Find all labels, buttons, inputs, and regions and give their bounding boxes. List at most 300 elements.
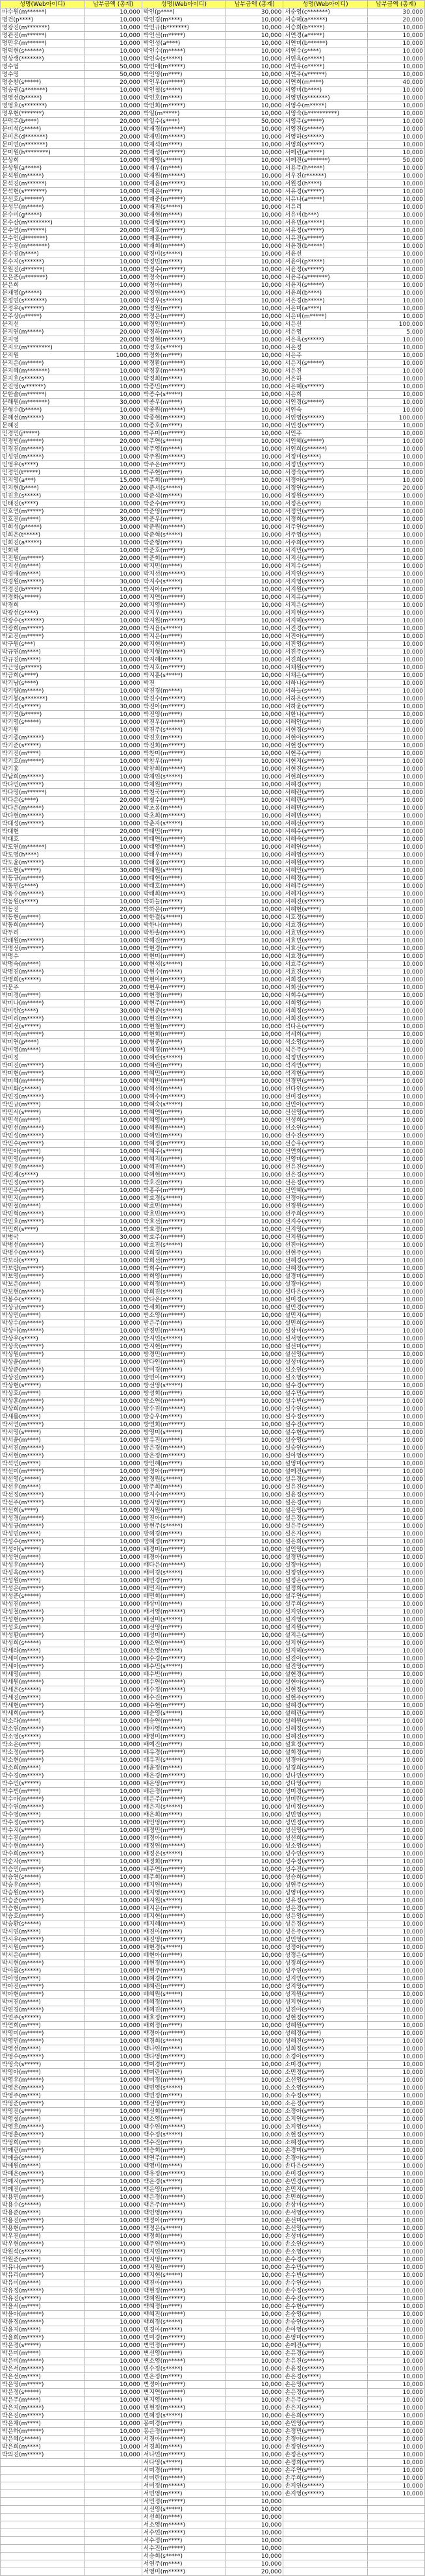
donation-amount: 10,000 bbox=[84, 2194, 142, 2201]
donation-amount: 10,000 bbox=[226, 2147, 283, 2155]
table-row bbox=[1, 586, 425, 594]
donor-name: 성혜진(s*****) bbox=[283, 2038, 368, 2045]
donor-name: 박용민(m*****) bbox=[1, 2194, 85, 2201]
table-row bbox=[1, 1460, 425, 1468]
donor-name: 설수정(s*****) bbox=[283, 1413, 368, 1421]
donation-amount: 10,000 bbox=[226, 890, 283, 898]
donor-name: 박도윤(m*****) bbox=[1, 859, 85, 867]
donation-amount: 10,000 bbox=[226, 1390, 283, 1398]
donation-amount: 10,000 bbox=[84, 992, 142, 1000]
donor-name: 박원석(s*****) bbox=[1, 2248, 85, 2256]
donation-amount: 10,000 bbox=[367, 1772, 424, 1780]
table-row bbox=[1, 602, 425, 609]
donation-amount: 10,000 bbox=[226, 477, 283, 485]
donation-amount: 10,000 bbox=[226, 71, 283, 79]
donor-name: 서연미(b******) bbox=[283, 40, 368, 47]
table-row bbox=[1, 1156, 425, 1163]
donor-name: 서지영(s*****) bbox=[283, 578, 368, 586]
table-row bbox=[1, 1281, 425, 1288]
table-row bbox=[1, 594, 425, 602]
donor-name: 박정하(m****) bbox=[142, 328, 226, 336]
donor-name: 서민영(m****) bbox=[142, 2490, 226, 2498]
donation-amount: 10,000 bbox=[226, 2318, 283, 2326]
donation-amount: 10,000 bbox=[226, 2233, 283, 2240]
donor-name: 문미은(d*******) bbox=[1, 133, 85, 141]
donor-name: 박근영(p*****) bbox=[1, 664, 85, 672]
donor-name: 서현지(s*****) bbox=[283, 758, 368, 765]
donation-amount: 15,000 bbox=[84, 477, 142, 485]
donation-amount: 10,000 bbox=[84, 1405, 142, 1413]
donor-name: 설지원(s****) bbox=[283, 1624, 368, 1632]
donor-name: 서나연(m*****) bbox=[142, 2451, 226, 2459]
donation-amount: 10,000 bbox=[226, 2326, 283, 2334]
donor-name: 서주희(s*****) bbox=[283, 539, 368, 547]
table-row bbox=[1, 422, 425, 430]
donor-name: 명만우(m******) bbox=[1, 40, 85, 47]
donor-name: 박정숙(m*****) bbox=[142, 274, 226, 282]
donation-amount: 10,000 bbox=[226, 797, 283, 804]
donation-amount: 10,000 bbox=[226, 2178, 283, 2186]
donor-name: 박태연(m*****) bbox=[142, 836, 226, 843]
donation-amount: 10,000 bbox=[226, 1780, 283, 1788]
donor-name: 성은영(s*****) bbox=[283, 1913, 368, 1920]
table-row bbox=[1, 828, 425, 836]
table-row bbox=[1, 1944, 425, 1952]
donation-amount: 10,000 bbox=[367, 282, 424, 289]
donation-amount: 10,000 bbox=[367, 336, 424, 344]
table-row bbox=[1, 1530, 425, 1538]
donor-name: 박혜경(m*****) bbox=[142, 1046, 226, 1054]
donor-name: 방승우(m****) bbox=[142, 1413, 226, 1421]
donation-amount: 10,000 bbox=[84, 758, 142, 765]
donation-amount: 10,000 bbox=[367, 2100, 424, 2108]
donation-amount: 10,000 bbox=[226, 1530, 283, 1538]
donor-name: 박다영(m******) bbox=[1, 789, 85, 797]
donor-name: 박혜민(m*****) bbox=[142, 1070, 226, 1078]
donation-amount: 10,000 bbox=[226, 531, 283, 539]
donor-name: 문수미(g*****) bbox=[1, 211, 85, 219]
table-row bbox=[1, 2092, 425, 2100]
donation-amount: 20,000 bbox=[226, 2568, 283, 2576]
donation-amount: 10,000 bbox=[367, 2022, 424, 2030]
donation-amount: 30,000 bbox=[226, 8, 283, 16]
donation-amount: 10,000 bbox=[84, 266, 142, 274]
table-row bbox=[1, 633, 425, 641]
donor-name: 박정아(m****) bbox=[142, 282, 226, 289]
donor-name bbox=[1, 2537, 85, 2545]
table-row bbox=[1, 1398, 425, 1405]
donation-amount: 10,000 bbox=[226, 586, 283, 594]
donation-amount bbox=[84, 2545, 142, 2553]
donation-amount: 10,000 bbox=[84, 2030, 142, 2038]
donor-name: 박준호(m*****) bbox=[142, 547, 226, 555]
donor-name: 박상현(s*****) bbox=[1, 1382, 85, 1390]
donor-name: 문지원 bbox=[1, 352, 85, 360]
donor-name: 박영민(m*****) bbox=[1, 2038, 85, 2045]
donation-amount: 10,000 bbox=[84, 383, 142, 391]
donor-name: 박현우(m*****) bbox=[142, 984, 226, 992]
donation-amount: 10,000 bbox=[367, 1546, 424, 1554]
donation-amount: 10,000 bbox=[84, 2248, 142, 2256]
donor-name: 박영주(m****) bbox=[1, 2092, 85, 2100]
donation-amount: 10,000 bbox=[226, 1226, 283, 1234]
donor-name: 박규연(m****) bbox=[1, 648, 85, 656]
donor-name: 배영미(m*****) bbox=[142, 1733, 226, 1741]
donation-amount: 10,000 bbox=[367, 2069, 424, 2077]
donor-name: 배선영(m****) bbox=[142, 1624, 226, 1632]
donation-amount: 10,000 bbox=[367, 2045, 424, 2053]
donation-amount: 10,000 bbox=[84, 2139, 142, 2147]
donation-amount: 10,000 bbox=[84, 1444, 142, 1452]
table-row bbox=[1, 399, 425, 406]
donor-name: 설민희(s*****) bbox=[283, 1320, 368, 1327]
donation-amount: 10,000 bbox=[226, 1421, 283, 1429]
table-row bbox=[1, 55, 425, 63]
donation-amount: 10,000 bbox=[367, 40, 424, 47]
donor-name: 박민서(s*****) bbox=[1, 1109, 85, 1117]
donor-name: 박태웅(m*****) bbox=[142, 859, 226, 867]
donation-amount: 10,000 bbox=[367, 2397, 424, 2404]
donor-name: 서인혜(s*****) bbox=[283, 438, 368, 445]
donation-amount: 10,000 bbox=[226, 1265, 283, 1273]
donor-name: 손소연(s*****) bbox=[283, 2240, 368, 2248]
donor-name: 박지우(m****) bbox=[142, 609, 226, 617]
donation-amount: 10,000 bbox=[367, 86, 424, 94]
donation-amount: 10,000 bbox=[84, 968, 142, 976]
donor-name: 성경희(s*****) bbox=[283, 1764, 368, 1772]
donation-amount: 10,000 bbox=[226, 859, 283, 867]
donor-name: 서정은(s****) bbox=[283, 500, 368, 508]
donor-name: 박상준(m*****) bbox=[1, 1366, 85, 1374]
donation-amount: 10,000 bbox=[367, 789, 424, 797]
donation-amount: 10,000 bbox=[84, 1640, 142, 1647]
table-row bbox=[1, 8, 425, 16]
donor-name: 박승민(m*****) bbox=[1, 1866, 85, 1874]
donor-name: 박한결(s*****) bbox=[142, 914, 226, 922]
donation-amount: 10,000 bbox=[84, 1413, 142, 1421]
table-row bbox=[1, 352, 425, 360]
donation-amount: 10,000 bbox=[84, 1491, 142, 1499]
donor-name: 박세원(m*****) bbox=[1, 1679, 85, 1686]
donor-name: 배윤정(m****) bbox=[142, 1764, 226, 1772]
donation-amount: 10,000 bbox=[367, 843, 424, 851]
donor-name: 손순영(s****) bbox=[283, 2311, 368, 2318]
donation-amount: 10,000 bbox=[367, 890, 424, 898]
donor-name: 서효선(s*****) bbox=[283, 945, 368, 953]
header-row bbox=[1, 1, 425, 8]
donation-amount: 10,000 bbox=[226, 133, 283, 141]
donor-name: 서은희 bbox=[283, 391, 368, 399]
table-row bbox=[1, 2373, 425, 2381]
donor-name: 백지영(m****) bbox=[142, 2256, 226, 2264]
donor-name: 방진아(m*****) bbox=[142, 1515, 226, 1522]
donor-name: 명상생(*******) bbox=[1, 55, 85, 63]
donation-amount: 10,000 bbox=[367, 110, 424, 118]
donor-name: 백승희(m*****) bbox=[142, 2147, 226, 2155]
table-row bbox=[1, 258, 425, 266]
table-row bbox=[1, 1733, 425, 1741]
table-row bbox=[1, 1842, 425, 1850]
donation-amount: 10,000 bbox=[226, 2061, 283, 2069]
donor-name: 배진영(m*****) bbox=[142, 1936, 226, 1944]
donor-name: 박민정(m*****) bbox=[1, 1179, 85, 1187]
table-row bbox=[1, 2233, 425, 2240]
donation-amount bbox=[367, 2514, 424, 2521]
table-row bbox=[1, 742, 425, 750]
donation-amount: 10,000 bbox=[367, 445, 424, 453]
table-row bbox=[1, 1796, 425, 1803]
table-row bbox=[1, 1062, 425, 1070]
donation-amount bbox=[84, 2529, 142, 2537]
donor-name: 박희수(m*****) bbox=[142, 1265, 226, 1273]
donor-name: 박인애(m*****) bbox=[142, 63, 226, 71]
donation-amount: 10,000 bbox=[367, 1803, 424, 1811]
table-row bbox=[1, 1967, 425, 1975]
table-row bbox=[1, 1835, 425, 1842]
donor-name: 박선우(m****) bbox=[1, 1483, 85, 1491]
donation-amount: 10,000 bbox=[84, 406, 142, 414]
donor-name: 박예진(m****) bbox=[1, 2186, 85, 2194]
donation-amount: 10,000 bbox=[226, 2186, 283, 2194]
donor-name: 손수진(s*****) bbox=[283, 2295, 368, 2303]
donation-amount: 10,000 bbox=[367, 2334, 424, 2342]
donation-amount: 10,000 bbox=[226, 453, 283, 461]
donor-name: 문선호(s******) bbox=[1, 196, 85, 204]
donation-amount: 10,000 bbox=[84, 235, 142, 243]
header-name-col-1: 성명(Web아이디) bbox=[1, 1, 85, 8]
donation-amount: 10,000 bbox=[226, 1897, 283, 1905]
donation-amount: 10,000 bbox=[84, 1390, 142, 1398]
donor-name: 성정아(s*****) bbox=[283, 1944, 368, 1952]
donation-amount: 10,000 bbox=[84, 1304, 142, 1312]
donor-name: 백소영(m****) bbox=[142, 2116, 226, 2123]
donor-name: 민경민(j*****) bbox=[1, 430, 85, 438]
donation-amount: 10,000 bbox=[84, 680, 142, 687]
donation-amount: 10,000 bbox=[226, 492, 283, 500]
donation-amount: 10,000 bbox=[84, 922, 142, 929]
table-row bbox=[1, 1819, 425, 1827]
donor-name: 박민지(m*****) bbox=[1, 1195, 85, 1202]
donation-amount: 10,000 bbox=[84, 648, 142, 656]
donation-amount: 50,000 bbox=[226, 118, 283, 126]
donation-amount: 10,000 bbox=[84, 1881, 142, 1889]
donor-name: 서영하(s*****) bbox=[283, 133, 368, 141]
donor-name: 백은경(s*****) bbox=[142, 2178, 226, 2186]
donor-name: 백경희(s*****) bbox=[142, 2038, 226, 2045]
donation-amount: 10,000 bbox=[226, 703, 283, 711]
donor-name: 서정희(s*****) bbox=[283, 516, 368, 524]
donation-amount: 10,000 bbox=[84, 859, 142, 867]
table-row bbox=[1, 2420, 425, 2428]
donation-amount: 10,000 bbox=[84, 1803, 142, 1811]
table-row bbox=[1, 1179, 425, 1187]
donor-name: 박윤희(m*****) bbox=[1, 2334, 85, 2342]
donor-name: 백영미(m****) bbox=[142, 2162, 226, 2170]
donor-name: 성영미(s*****) bbox=[283, 1889, 368, 1897]
donation-amount: 10,000 bbox=[84, 843, 142, 851]
donor-name: 서주영(s****) bbox=[283, 531, 368, 539]
donation-amount: 10,000 bbox=[226, 1437, 283, 1444]
table-row bbox=[1, 937, 425, 945]
donation-amount: 10,000 bbox=[226, 2342, 283, 2350]
donation-amount: 10,000 bbox=[84, 719, 142, 726]
donor-name: 서혜정(s****) bbox=[283, 875, 368, 883]
donation-amount: 10,000 bbox=[226, 2084, 283, 2092]
donor-name: 선선영(s*****) bbox=[283, 1109, 368, 1117]
donor-name: 서인희(s******) bbox=[283, 445, 368, 453]
donor-name: 손수연(s****) bbox=[283, 2279, 368, 2287]
donor-name: 서하은(s*****) bbox=[283, 695, 368, 703]
donation-amount: 10,000 bbox=[367, 1156, 424, 1163]
donation-amount: 10,000 bbox=[367, 578, 424, 586]
donor-name: 박보현(m*****) bbox=[1, 1288, 85, 1296]
table-row bbox=[1, 1327, 425, 1335]
donation-amount: 10,000 bbox=[84, 2014, 142, 2022]
donation-amount: 10,000 bbox=[84, 47, 142, 55]
donation-amount: 20,000 bbox=[367, 16, 424, 24]
table-row bbox=[1, 40, 425, 47]
donor-name: 성나연(s*****) bbox=[283, 1772, 368, 1780]
table-row bbox=[1, 1031, 425, 1039]
table-row bbox=[1, 2451, 425, 2459]
donor-name: 박인경(m****) bbox=[142, 16, 226, 24]
donor-name: 문미연(n*******) bbox=[1, 141, 85, 149]
table-row bbox=[1, 1600, 425, 1608]
donor-name: 백미란(m****) bbox=[142, 2069, 226, 2077]
donor-name: 변선영(m****) bbox=[142, 2350, 226, 2357]
donor-name: 박진우(m*****) bbox=[142, 719, 226, 726]
donor-name: 반지연(s*****) bbox=[142, 1335, 226, 1343]
table-row bbox=[1, 274, 425, 282]
donation-amount: 10,000 bbox=[84, 695, 142, 703]
header-name-col-2: 성명(Web아이디) bbox=[142, 1, 226, 8]
donor-name: 서영미(m*****) bbox=[142, 2568, 226, 2576]
donor-name: 박민선(m*****) bbox=[1, 1124, 85, 1132]
donor-name: 서정인(s*****) bbox=[283, 508, 368, 516]
donation-amount: 10,000 bbox=[226, 1515, 283, 1522]
donation-amount bbox=[367, 2498, 424, 2506]
table-row bbox=[1, 1515, 425, 1522]
donor-name: 서하윤(s*****) bbox=[283, 703, 368, 711]
donor-name: 방선영(s*****) bbox=[142, 1382, 226, 1390]
donor-name: 설아영(s*****) bbox=[283, 1452, 368, 1460]
donation-amount: 10,000 bbox=[84, 633, 142, 641]
donation-amount: 10,000 bbox=[367, 1304, 424, 1312]
donor-name: 서은경(b*****) bbox=[283, 297, 368, 305]
table-row bbox=[1, 118, 425, 126]
donation-amount: 10,000 bbox=[226, 898, 283, 906]
donor-name: 박은서(m*****) bbox=[1, 2365, 85, 2373]
donor-name: 박상욱(m*****) bbox=[1, 1343, 85, 1351]
donation-amount: 10,000 bbox=[226, 1905, 283, 1913]
donation-amount bbox=[84, 2490, 142, 2498]
donor-name: 손민경(s*****) bbox=[283, 2178, 368, 2186]
donation-amount: 10,000 bbox=[84, 820, 142, 828]
donor-name: 박미란(s****) bbox=[1, 1007, 85, 1015]
donation-amount: 10,000 bbox=[226, 2053, 283, 2061]
donor-name: 서은미(a****) bbox=[283, 305, 368, 313]
table-row bbox=[1, 1288, 425, 1296]
table-row bbox=[1, 2506, 425, 2514]
donation-amount: 10,000 bbox=[84, 750, 142, 758]
donation-amount: 10,000 bbox=[367, 1015, 424, 1023]
donation-amount: 30,000 bbox=[226, 367, 283, 375]
donor-name: 박은미(m****) bbox=[1, 2350, 85, 2357]
donation-amount: 10,000 bbox=[367, 875, 424, 883]
donation-amount: 10,000 bbox=[84, 1796, 142, 1803]
table-row bbox=[1, 188, 425, 196]
donation-amount: 10,000 bbox=[367, 1366, 424, 1374]
donor-name: 서우진(r******) bbox=[283, 172, 368, 180]
donor-name: 박광희(m*****) bbox=[1, 625, 85, 633]
donation-amount: 10,000 bbox=[226, 2389, 283, 2397]
table-row bbox=[1, 282, 425, 289]
donation-amount: 10,000 bbox=[84, 2108, 142, 2116]
donor-name: 문상희 bbox=[1, 157, 85, 165]
donor-name: 박태희(m*****) bbox=[142, 890, 226, 898]
donation-amount: 10,000 bbox=[367, 1405, 424, 1413]
donation-amount: 10,000 bbox=[226, 1382, 283, 1390]
donation-amount: 10,000 bbox=[367, 2209, 424, 2217]
table-row bbox=[1, 227, 425, 235]
donation-amount: 10,000 bbox=[367, 2006, 424, 2014]
donation-amount: 10,000 bbox=[226, 594, 283, 602]
table-row bbox=[1, 1866, 425, 1874]
donor-name: 서은비(m*****) bbox=[283, 313, 368, 321]
donation-amount: 10,000 bbox=[367, 235, 424, 243]
donor-name: 백정아(m*****) bbox=[142, 2217, 226, 2225]
donor-name: 박현준(s*****) bbox=[142, 1007, 226, 1015]
donor-name: 박시연(m****) bbox=[1, 1928, 85, 1936]
donor-name: 서수진(m*****) bbox=[142, 2545, 226, 2553]
donor-name: 서정미(s****) bbox=[283, 453, 368, 461]
donation-amount: 10,000 bbox=[367, 1710, 424, 1718]
donor-name: 선혜정(s*****) bbox=[283, 1265, 368, 1273]
donor-name: 박지연(m*****) bbox=[142, 594, 226, 602]
donor-name: 박지호(m*****) bbox=[142, 664, 226, 672]
donation-amount: 10,000 bbox=[84, 2303, 142, 2311]
donor-name: 배효정(m*****) bbox=[142, 2014, 226, 2022]
donor-name: 백혜정(m****) bbox=[142, 2303, 226, 2311]
donor-name: 문은희 bbox=[1, 282, 85, 289]
donor-name: 손민지(s****) bbox=[283, 2186, 368, 2194]
donation-amount: 50,000 bbox=[367, 157, 424, 165]
donor-name: 박하은(m*****) bbox=[142, 906, 226, 914]
donor-name: 선은정(s*****) bbox=[283, 1179, 368, 1187]
donor-name: 박광선(s****) bbox=[1, 609, 85, 617]
donation-amount: 10,000 bbox=[84, 1117, 142, 1124]
donor-name: 문수연(m******) bbox=[1, 227, 85, 235]
donation-amount: 10,000 bbox=[84, 726, 142, 734]
donor-name: 설희정(s****) bbox=[283, 1749, 368, 1757]
donor-name: 백현정(m*****) bbox=[142, 2287, 226, 2295]
donation-amount: 10,000 bbox=[84, 765, 142, 773]
donor-name: 박지아(m****) bbox=[142, 586, 226, 594]
donation-amount: 10,000 bbox=[226, 2451, 283, 2459]
donor-name: 설혜경(s*****) bbox=[283, 1702, 368, 1710]
table-row bbox=[1, 2131, 425, 2139]
donor-name: 백경아(m*****) bbox=[142, 2030, 226, 2038]
donation-amount: 10,000 bbox=[226, 1998, 283, 2006]
donation-amount: 10,000 bbox=[226, 1663, 283, 1671]
donation-amount: 10,000 bbox=[367, 102, 424, 110]
donor-name: 박준혁(s*****) bbox=[142, 531, 226, 539]
donor-name: 박인철(s*****) bbox=[142, 86, 226, 94]
donation-amount: 10,000 bbox=[84, 1343, 142, 1351]
donation-amount: 10,000 bbox=[367, 2053, 424, 2061]
donation-amount: 10,000 bbox=[226, 976, 283, 984]
donor-name: 선정원(s*****) bbox=[283, 1202, 368, 1210]
